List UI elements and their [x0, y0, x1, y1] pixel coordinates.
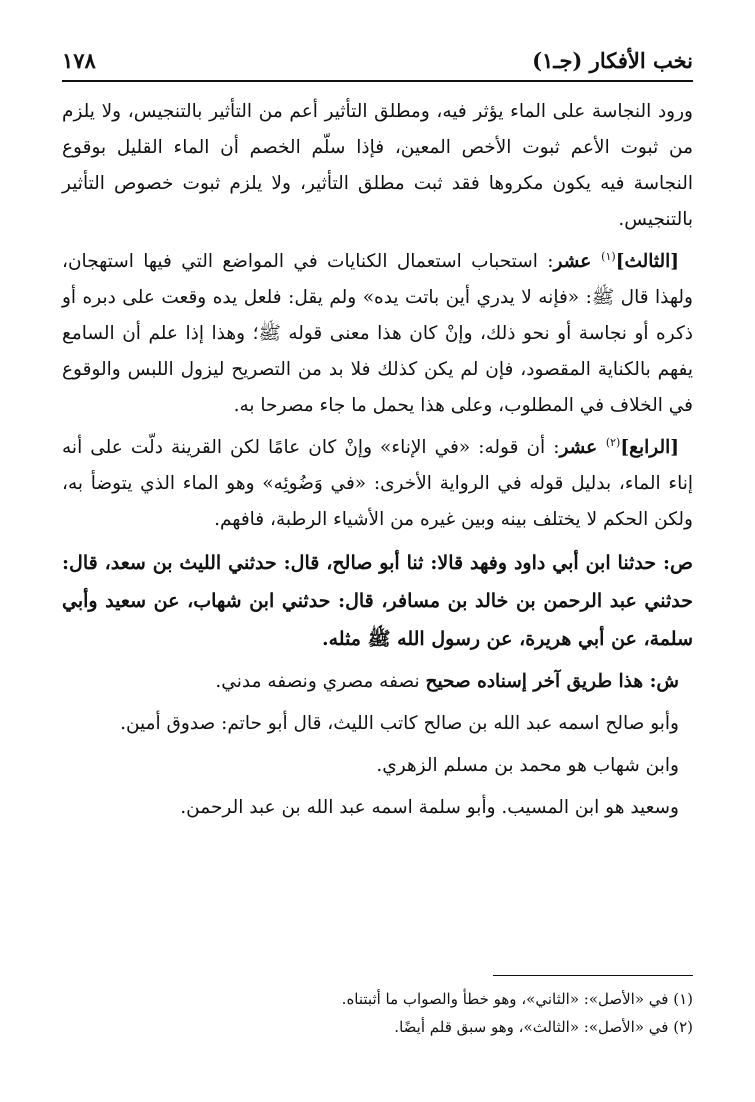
section-heading-ten: عشر	[553, 251, 602, 272]
paragraph-3-text: : أن قوله: «في الإناء» وإنْ كان عامًا لكن القرينة دلّت على أنه إناء الماء، بدليل قوله في الرواية الأخرى: «في وَضُوئِه» وهو الماء الذي يتوضأ به، ولكن الحكم لا يختلف بينه وبين غيره من الأشياء الرطبة، فافهم.	[62, 437, 693, 530]
section-heading-fourth: [الرابع]	[620, 437, 679, 458]
paragraph-3	[62, 430, 693, 538]
footnote-2: (٢) في «الأصل»: «الثالث»، وهو سبق قلم أيضًا.	[394, 1018, 693, 1036]
book-title: نخب الأفكار (جـ١)	[532, 47, 693, 73]
page-header	[62, 40, 693, 80]
section-heading-third: [الثالث]	[615, 251, 679, 272]
footnote-ref-2: (٢)	[605, 435, 621, 449]
note-abu-salih: وأبو صالح اسمه عبد الله بن صالح كاتب الليث، قال أبو حاتم: صدوق أمين.	[120, 713, 679, 734]
commentary-head: ش: هذا طريق آخر إسناده صحيح	[425, 671, 679, 692]
note-ibn-shihab: وابن شهاب هو محمد بن مسلم الزهري.	[376, 755, 679, 776]
footnote-ref-1: (١)	[601, 249, 616, 263]
footnote-1: (١) في «الأصل»: «الثاني»، وهو خطأ والصواب ما أثبتناه.	[341, 990, 693, 1008]
footnotes	[62, 985, 693, 1041]
paragraph-2-text: : استحباب استعمال الكنايات في المواضع التي فيها استهجان، ولهذا قال ﷺ: «فإنه لا يدري أين باتت يده» ولم يقل: فلعل يده وقعت على دبره أو ذكره أو نجاسة أو نحو ذلك، وإنْ كان هذا معنى قوله ﷺ؛ وهذا إذا علم أن السامع يفهم بالكناية المقصود، فإن لم يكن كذلك فلا بد من التصريح ليزول اللبس والوقوع في الخلاف في المطلوب، وعلى هذا يحمل ما جاء مصرحا به.	[62, 251, 693, 416]
footnote-divider	[493, 975, 693, 976]
commentary	[62, 664, 693, 700]
hadith-chain: ص: حدثنا ابن أبي داود وفهد قالا: ثنا أبو صالح، قال: حدثني الليث بن سعد، قال: حدثني عبد الرحمن بن خالد بن مسافر، قال: حدثني ابن شهاب، عن سعيد وأبي سلمة، عن أبي هريرة، عن رسول الله ﷺ مثله.	[62, 552, 693, 650]
section-heading-ten-2: عشر	[559, 437, 606, 458]
commentary-text: نصفه مصري ونصفه مدني.	[215, 671, 426, 692]
paragraph-1: ورود النجاسة على الماء يؤثر فيه، ومطلق التأثير أعم من التأثير بالتنجيس، ولا يلزم من ثبوت الأعم ثبوت الأخص المعين، فإذا سلّم الخصم أن الماء القليل بوقوع النجاسة فيه يكون مكروها فقد ثبت مطلق التأثير، ولا يلزم ثبوت خصوص التأثير بالتنجيس.	[62, 101, 693, 230]
page-body	[62, 94, 693, 826]
header-divider	[62, 80, 693, 82]
note-said: وسعيد هو ابن المسيب. وأبو سلمة اسمه عبد الله بن عبد الرحمن.	[180, 797, 679, 818]
page-number: ١٧٨	[62, 47, 96, 73]
paragraph-2	[62, 244, 693, 424]
